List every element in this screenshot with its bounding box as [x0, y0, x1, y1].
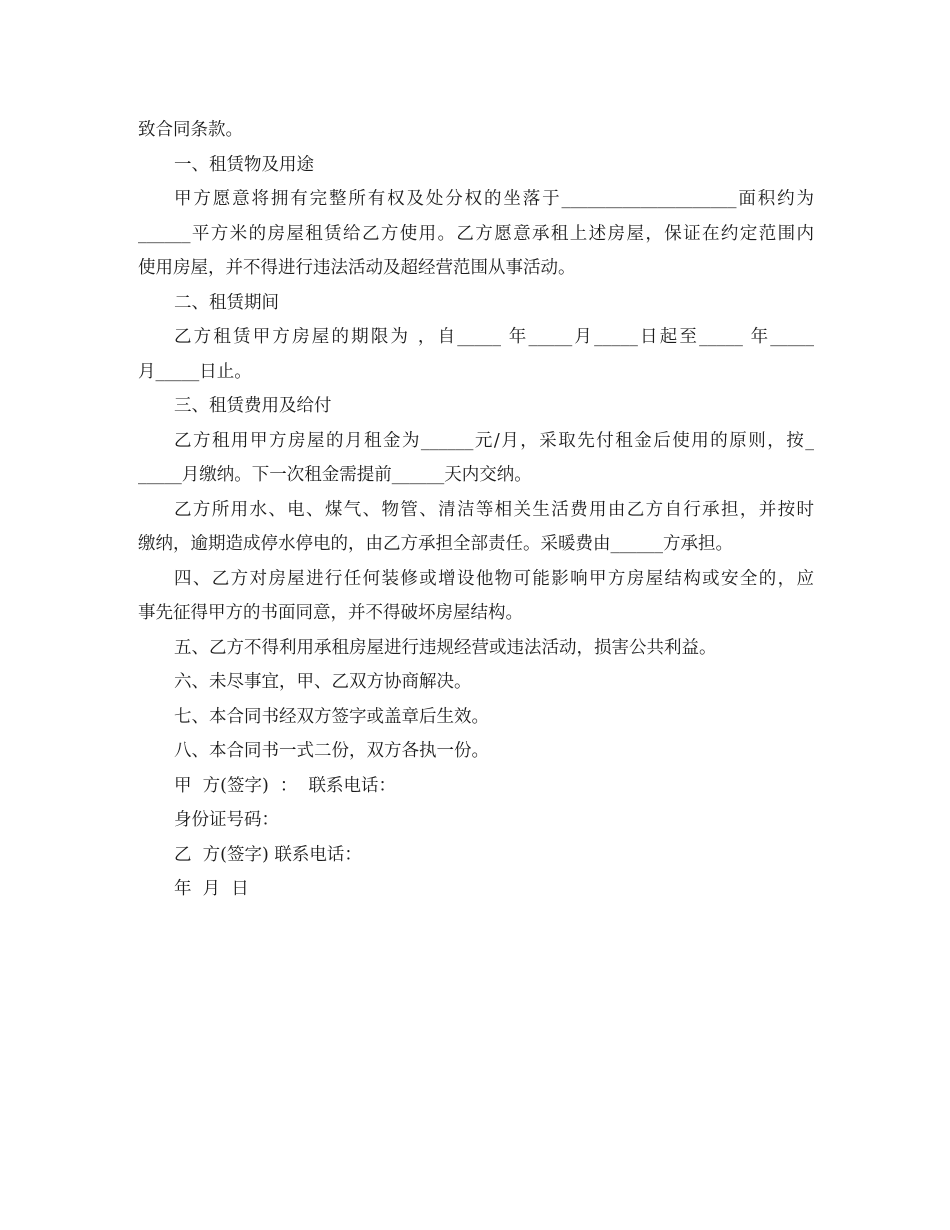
paragraph-lease-term-line-2: 月_____日止。	[138, 361, 252, 382]
date-line: 年 月 日	[174, 879, 249, 899]
paragraph-rent-line-1: 乙方租用甲方房屋的月租金为______元/月，采取先付租金后使用的原则，按_	[174, 430, 814, 451]
clause-six: 六、未尽事宜，甲、乙双方协商解决。	[174, 672, 472, 692]
section-heading-rent-payment: 三、租赁费用及给付	[174, 396, 332, 416]
clause-seven: 七、本合同书经双方签字或盖章后生效。	[174, 706, 489, 727]
paragraph-lease-object-line-3: 使用房屋，并不得进行违法活动及超经营范围从事活动。	[138, 258, 576, 278]
paragraph-utilities-line-2: 缴纳，逾期造成停水停电的，由乙方承担全部责任。采暖费由______方承担。	[138, 534, 733, 554]
clause-five: 五、乙方不得利用承租房屋进行违规经营或违法活动，损害公共利益。	[174, 637, 717, 658]
party-a-signature-line: 甲 方(签字) ： 联系电话：	[174, 775, 397, 796]
clause-eight: 八、本合同书一式二份，双方各执一份。	[174, 741, 489, 761]
paragraph-utilities-line-1: 乙方所用水、电、煤气、物管、清洁等相关生活费用由乙方自行承担，并按时	[174, 499, 814, 520]
paragraph-rent-line-2: _____月缴纳。下一次租金需提前______天内交纳。	[138, 465, 532, 485]
clause-continuation-line: 致合同条款。	[138, 120, 243, 140]
party-b-signature-line: 乙 方(签字) 联系电话：	[174, 844, 362, 865]
paragraph-lease-object-line-2: ______平方米的房屋租赁给乙方使用。乙方愿意承租上述房屋，保证在约定范围内	[138, 223, 814, 244]
id-number-line: 身份证号码：	[174, 810, 279, 830]
clause-four-line-1: 四、乙方对房屋进行任何装修或增设他物可能影响甲方房屋结构或安全的，应	[174, 568, 814, 589]
section-heading-lease-object: 一、租赁物及用途	[174, 154, 314, 175]
clause-four-line-2: 事先征得甲方的书面同意，并不得破坏房屋结构。	[138, 603, 523, 623]
section-heading-lease-term: 二、租赁期间	[174, 292, 279, 313]
paragraph-lease-term-line-1: 乙方租赁甲方房屋的期限为 ，自_____ 年_____月_____日起至_____ 年_____	[174, 327, 814, 347]
contract-body	[138, 113, 814, 907]
paragraph-lease-object-line-1: 甲方愿意将拥有完整所有权及处分权的坐落于____________________面积约为	[174, 189, 814, 209]
